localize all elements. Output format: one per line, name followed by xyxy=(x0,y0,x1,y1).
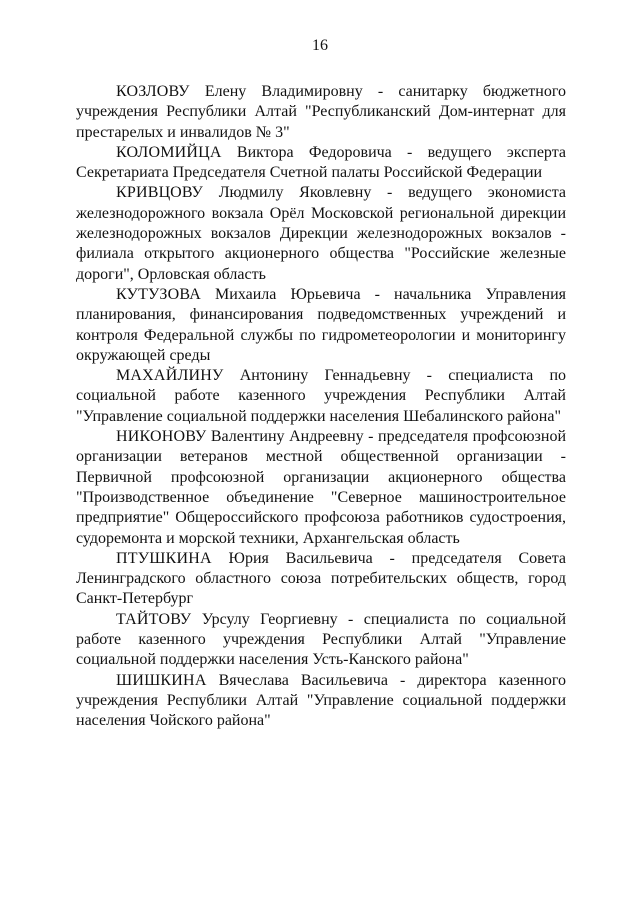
entry-details: Юрия Васильевича - председателя Совета Ленинградского областного союза потребительских обществ, город Санкт-Петербург xyxy=(76,549,566,608)
entry-surname: КУТУЗОВА xyxy=(116,285,201,303)
award-entry xyxy=(76,427,566,549)
award-entry xyxy=(76,82,566,143)
entry-details: Виктора Федоровича - ведущего эксперта Секретариата Председателя Счетной палаты Российской Федерации xyxy=(76,143,566,182)
entry-surname: КОЛОМИЙЦА xyxy=(116,143,222,161)
award-entry xyxy=(76,143,566,184)
entry-details: Елену Владимировну - санитарку бюджетного учреждения Республики Алтай "Республиканский Дом-интернат для престарелых и инвалидов № 3" xyxy=(76,83,566,141)
entry-surname: ТАЙТОВУ xyxy=(116,610,192,628)
award-entry xyxy=(76,366,566,427)
entry-details: Михаила Юрьевича - начальника Управления планирования, финансирования подведомственных учреждений и контроля Федеральной службы по гидрометеорологии и мониторингу окружающей среды xyxy=(76,285,566,364)
entry-surname: КОЗЛОВУ xyxy=(116,83,190,100)
award-list xyxy=(76,82,566,732)
award-entry xyxy=(76,183,566,284)
award-entry xyxy=(76,671,566,732)
entry-details: Вячеслава Васильевича - директора казенного учреждения Республики Алтай "Управление социальной поддержки населения Чойского района" xyxy=(76,671,566,730)
entry-details: Урсулу Георгиевну - специалиста по социальной работе казенного учреждения Республики Алтай "Управление социальной поддержки населения Усть-Канского района" xyxy=(76,610,566,669)
entry-details: Валентину Андреевну - председателя профсоюзной организации ветеранов местной общественной организации - Первичной профсоюзной организации акционерного общества "Производственное объединение "Северное машиностроительное предприятие" Общероссийского профсоюза работников судостроения, судоремонта и морской техники, Архангельская область xyxy=(76,428,566,547)
entry-surname: ПТУШКИНА xyxy=(116,549,212,567)
award-entry xyxy=(76,285,566,366)
award-entry xyxy=(76,610,566,671)
entry-surname: МАХАЙЛИНУ xyxy=(116,367,224,385)
entry-surname: НИКОНОВУ xyxy=(116,428,207,446)
award-entry xyxy=(76,549,566,610)
entry-details: Антонину Геннадьевну - специалиста по социальной работе казенного учреждения Республики Алтай "Управление социальной поддержки населения Шебалинского района" xyxy=(76,367,566,425)
page-number: 16 xyxy=(312,37,328,54)
entry-surname: КРИВЦОВУ xyxy=(116,184,203,202)
entry-surname: ШИШКИНА xyxy=(116,671,207,689)
entry-details: Людмилу Яковлевну - ведущего экономиста железнодорожного вокзала Орёл Московской региональной дирекции железнодорожных вокзалов Дирекции железнодорожных вокзалов - филиала открытого акционерного общества "Российские железные дороги", Орловская область xyxy=(76,184,566,283)
